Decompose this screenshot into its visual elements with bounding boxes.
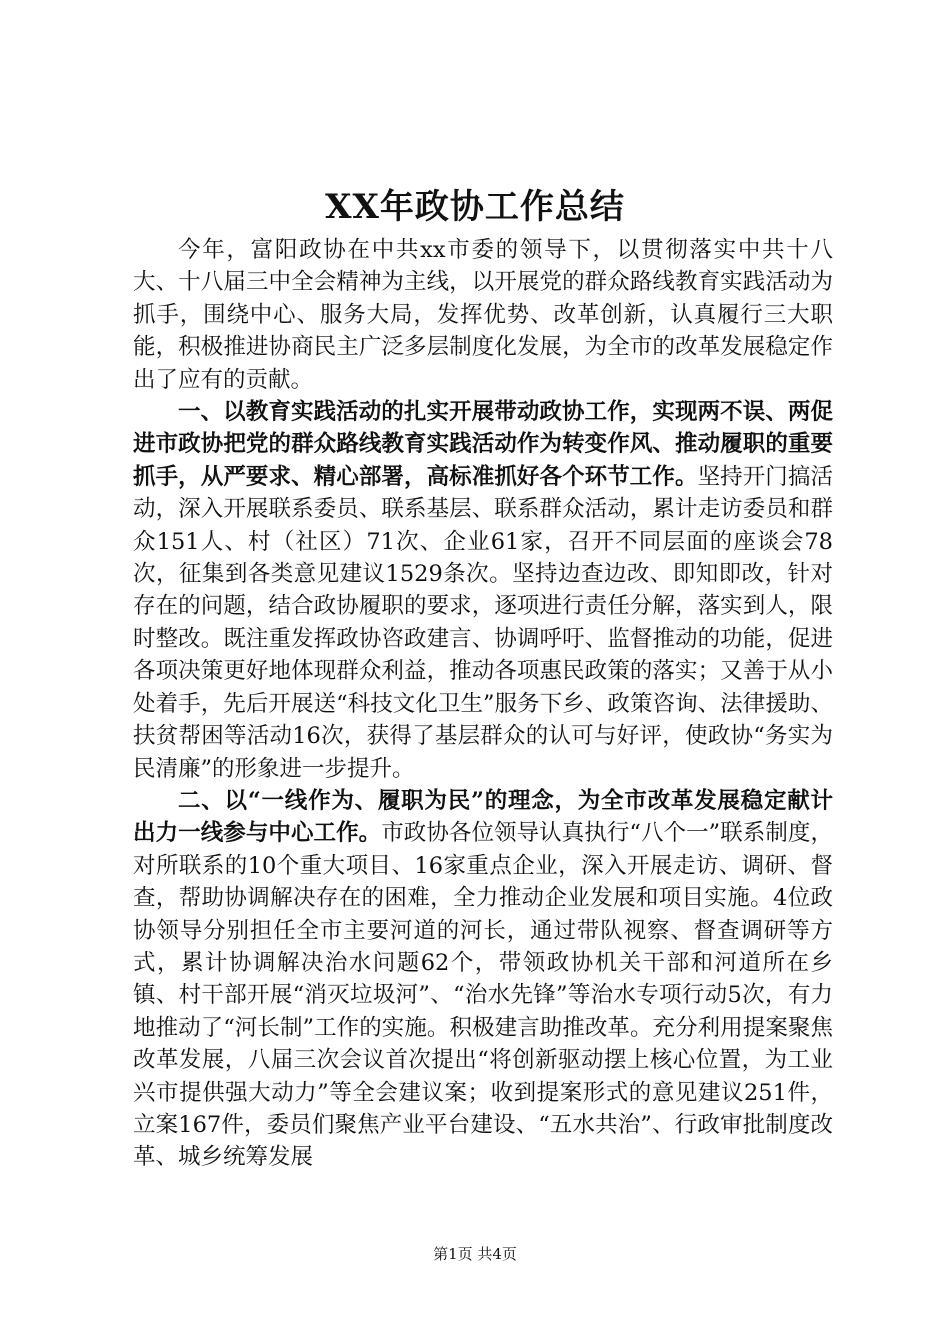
paragraph-intro bbox=[133, 234, 833, 396]
document-body bbox=[133, 234, 833, 1174]
paragraph-section-1 bbox=[133, 396, 833, 785]
section-heading: 二、以“一线作为、履职为民”的理念，为全市改革发展稳定献计出力一线参与中心工作。 bbox=[133, 787, 833, 847]
page-number-footer: 第1页 共4页 bbox=[433, 1245, 517, 1263]
paragraph-text: 坚持开门搞活动，深入开展联系委员、联系基层、联系群众活动，累计走访委员和群众151人、村（社区）71次、企业61家，召开不同层面的座谈会78次，征集到各类意见建议1529条次。坚持边查边改、即知即改，针对存在的问题，结合政协履职的要求，逐项进行责任分解，落实到人，限时整改。既注重发挥政协咨政建言、协调呼吁、监督推动的功能，促进各项决策更好地体现群众利益，推动各项惠民政策的落实；又善于从小处着手，先后开展送“科技文化卫生”服务下乡、政策咨询、法律援助、扶贫帮困等活动16次，获得了基层群众的认可与好评，使政协“务实为民清廉”的形象进一步提升。 bbox=[133, 463, 833, 782]
paragraph-text: 市政协各位领导认真执行“八个一”联系制度，对所联系的10个重大项目、16家重点企业，深入开展走访、调研、督查，帮助协调解决存在的困难，全力推动企业发展和项目实施。4位政协领导分别担任全市主要河道的河长，通过带队视察、督查调研等方式，累计协调解决治水问题62个，带领政协机关干部和河道所在乡镇、村干部开展“消灭垃圾河”、“治水先锋”等治水专项行动5次，有力地推动了“河长制”工作的实施。积极建言助推改革。充分利用提案聚焦改革发展，八届三次会议首次提出“将创新驱动摆上核心位置，为工业兴市提供强大动力”等全会建议案；收到提案形式的意见建议251件，立案167件，委员们聚焦产业平台建设、“五水共治”、行政审批制度改革、城乡统筹发展 bbox=[133, 820, 833, 1171]
paragraph-text: 今年，富阳政协在中共xx市委的领导下，以贯彻落实中共十八大、十八届三中全会精神为主线，以开展党的群众路线教育实践活动为抓手，围绕中心、服务大局，发挥优势、改革创新，认真履行三大职能，积极推进协商民主广泛多层制度化发展，为全市的改革发展稳定作出了应有的贡献。 bbox=[133, 237, 833, 393]
section-heading: 一、以教育实践活动的扎实开展带动政协工作，实现两不误、两促进市政协把党的群众路线教育实践活动作为转变作风、推动履职的重要抓手，从严要求、精心部署，高标准抓好各个环节工作。 bbox=[133, 399, 833, 490]
document-title: XX年政协工作总结 bbox=[325, 187, 625, 227]
paragraph-section-2 bbox=[133, 785, 833, 1174]
